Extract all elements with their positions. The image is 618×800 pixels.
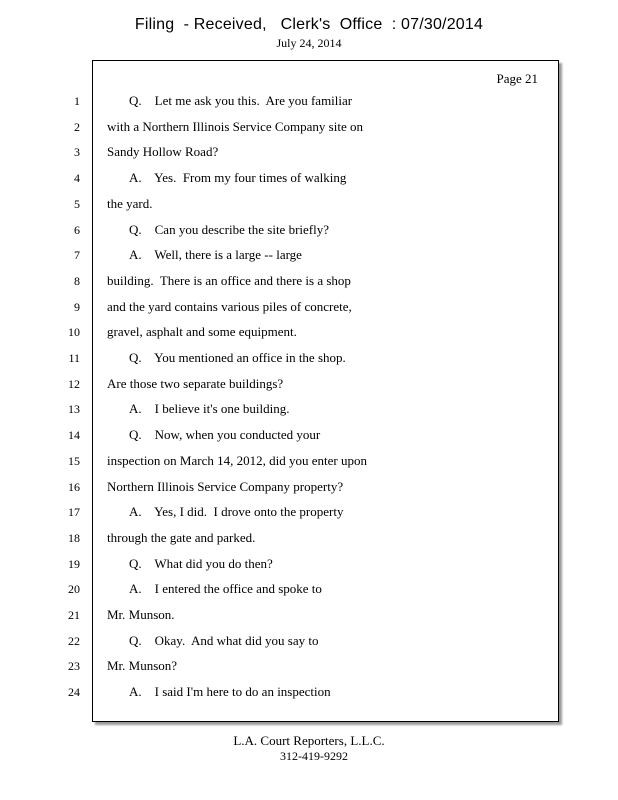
transcript-line: Northern Illinois Service Company property? — [107, 479, 344, 494]
transcript-line: Q. You mentioned an office in the shop. — [129, 350, 346, 365]
court-reporter-phone: 312-419-9292 — [280, 749, 348, 763]
line-number: 4 — [74, 171, 80, 185]
transcript-line: and the yard contains various piles of concrete, — [107, 299, 352, 314]
line-number: 16 — [68, 480, 80, 494]
line-number: 17 — [68, 505, 80, 519]
transcript-line: A. Yes. From my four times of walking — [129, 170, 347, 185]
line-number: 10 — [68, 325, 80, 339]
court-reporter-company: L.A. Court Reporters, L.L.C. — [233, 733, 385, 748]
line-number: 7 — [74, 248, 80, 262]
line-number: 21 — [68, 608, 80, 622]
line-number: 20 — [68, 582, 80, 596]
transcript-line: inspection on March 14, 2012, did you enter upon — [107, 453, 367, 468]
transcript-line: Q. Can you describe the site briefly? — [129, 222, 329, 237]
transcript-line: A. Well, there is a large -- large — [129, 247, 302, 262]
transcript-line: the yard. — [107, 196, 153, 211]
line-number: 3 — [74, 145, 80, 159]
line-number: 23 — [68, 659, 80, 673]
line-number: 1 — [74, 94, 80, 108]
line-number: 18 — [68, 531, 80, 545]
filing-stamp-header: Filing - Received, Clerk's Office : 07/30/2014 — [134, 16, 484, 33]
line-number: 14 — [68, 428, 80, 442]
transcript-line: A. Yes, I did. I drove onto the property — [129, 504, 344, 519]
line-number: 8 — [74, 274, 80, 288]
transcript-line: Q. Let me ask you this. Are you familiar — [129, 93, 353, 108]
transcript-line: Q. Now, when you conducted your — [129, 427, 321, 442]
transcript-line: A. I believe it's one building. — [129, 401, 290, 416]
transcript-date: July 24, 2014 — [276, 36, 342, 50]
page-number: Page 21 — [496, 71, 538, 86]
transcript-line: Mr. Munson? — [107, 658, 178, 673]
transcript-line: through the gate and parked. — [107, 530, 256, 545]
line-number: 22 — [68, 634, 80, 648]
line-number: 6 — [74, 223, 80, 237]
line-number: 11 — [68, 351, 80, 365]
transcript-line: gravel, asphalt and some equipment. — [107, 324, 297, 339]
line-number: 19 — [68, 557, 80, 571]
line-number: 5 — [74, 197, 80, 211]
line-number: 15 — [68, 454, 80, 468]
line-number: 2 — [74, 120, 80, 134]
transcript-line: Q. Okay. And what did you say to — [129, 633, 319, 648]
line-number: 9 — [74, 300, 80, 314]
transcript-line: Q. What did you do then? — [129, 556, 273, 571]
line-number: 12 — [68, 377, 80, 391]
transcript-line: Are those two separate buildings? — [107, 376, 284, 391]
transcript-line: A. I entered the office and spoke to — [129, 581, 322, 596]
line-number: 13 — [68, 402, 80, 416]
transcript-line: Sandy Hollow Road? — [107, 144, 219, 159]
transcript-line: A. I said I'm here to do an inspection — [129, 684, 331, 699]
transcript-line: Mr. Munson. — [107, 607, 175, 622]
transcript-line: with a Northern Illinois Service Company site on — [107, 119, 363, 134]
transcript-line: building. There is an office and there is a shop — [107, 273, 351, 288]
line-number: 24 — [68, 685, 80, 699]
